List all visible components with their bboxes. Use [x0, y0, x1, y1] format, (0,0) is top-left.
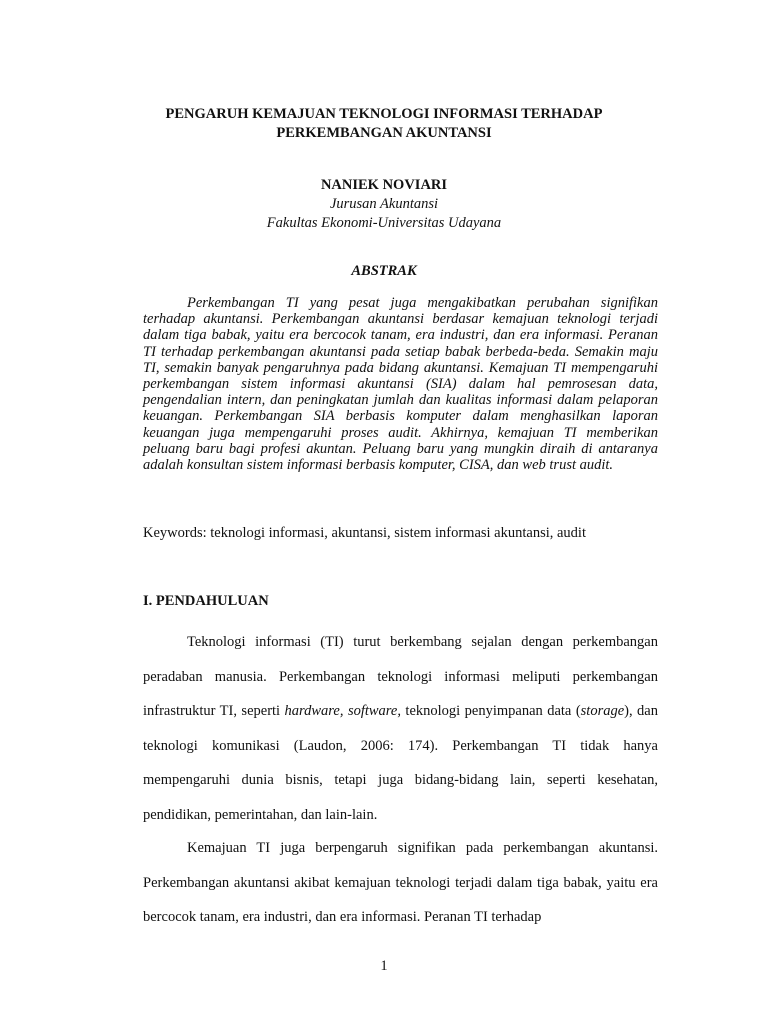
author-department: Jurusan Akuntansi [329, 196, 439, 212]
p1-hardware: hardware, [284, 703, 344, 720]
abstract-heading: ABSTRAK [351, 263, 417, 279]
p1-part2: teknologi penyimpanan data ( [400, 703, 581, 720]
keywords: Keywords: teknologi informasi, akuntansi, sistem informasi akuntansi, audit [143, 525, 586, 541]
body-paragraph-1 [143, 625, 658, 833]
p1-part1: Teknologi informasi (TI) turut berkembang sejalan dengan perkembangan peradaban manusia. Perkembangan teknologi informasi meliputi perkembangan infrastruktur TI, seperti [143, 634, 658, 720]
p1-storage: storage [580, 703, 625, 720]
abstract-text: Perkembangan TI yang pesat juga mengakibatkan perubahan signifikan terhadap akuntansi. Perkembangan akuntansi berdasar kemajuan teknologi terjadi dalam tiga babak, yaitu era bercocok tanam, era industri, dan era informasi. Peranan TI terhadap perkembangan akuntansi pada setiap babak berbeda-beda. Semakin maju TI, semakin banyak pengaruhnya pada bidang akuntansi. Kemajuan TI mempengaruhi perkembangan sistem informasi akuntansi (SIA) dalam hal pemrosesan data, pengendalian intern, dan peningkatan jumlah dan kualitas informasi dalam pelaporan keuangan. Perkembangan SIA berbasis komputer dalam menghasilkan laporan keuangan juga mempengaruhi proses audit. Akhirnya, kemajuan TI memberikan peluang baru bagi profesi akuntan. Peluang baru yang mungkin diraih di antaranya adalah konsultan sistem informasi berbasis komputer, CISA, dan web trust audit. [143, 295, 658, 474]
paper-title [100, 105, 668, 143]
body-paragraph-2: Kemajuan TI juga berpengaruh signifikan pada perkembangan akuntansi. Perkembangan akuntansi akibat kemajuan teknologi terjadi dalam tiga babak, yaitu era bercocok tanam, era industri, dan era informasi. Peranan TI terhadap [143, 840, 658, 926]
p1-part3: ), dan teknologi komunikasi (Laudon, 2006: 174). Perkembangan TI tidak hanya mempengaruhi dunia bisnis, tetapi juga bidang-bidang lain, seperti kesehatan, pendidikan, pemerintahan, dan lain-lain. [143, 703, 658, 823]
author-block [100, 176, 668, 233]
title-line-1: PENGARUH KEMAJUAN TEKNOLOGI INFORMASI TERHADAP [165, 106, 603, 122]
author-name: NANIEK NOVIARI [320, 177, 448, 193]
page-number: 1 [380, 958, 388, 974]
title-line-2: PERKEMBANGAN AKUNTANSI [276, 125, 492, 141]
section-heading: I. PENDAHULUAN [143, 593, 269, 609]
author-faculty: Fakultas Ekonomi-Universitas Udayana [266, 215, 502, 231]
p1-software: software, [347, 703, 401, 720]
